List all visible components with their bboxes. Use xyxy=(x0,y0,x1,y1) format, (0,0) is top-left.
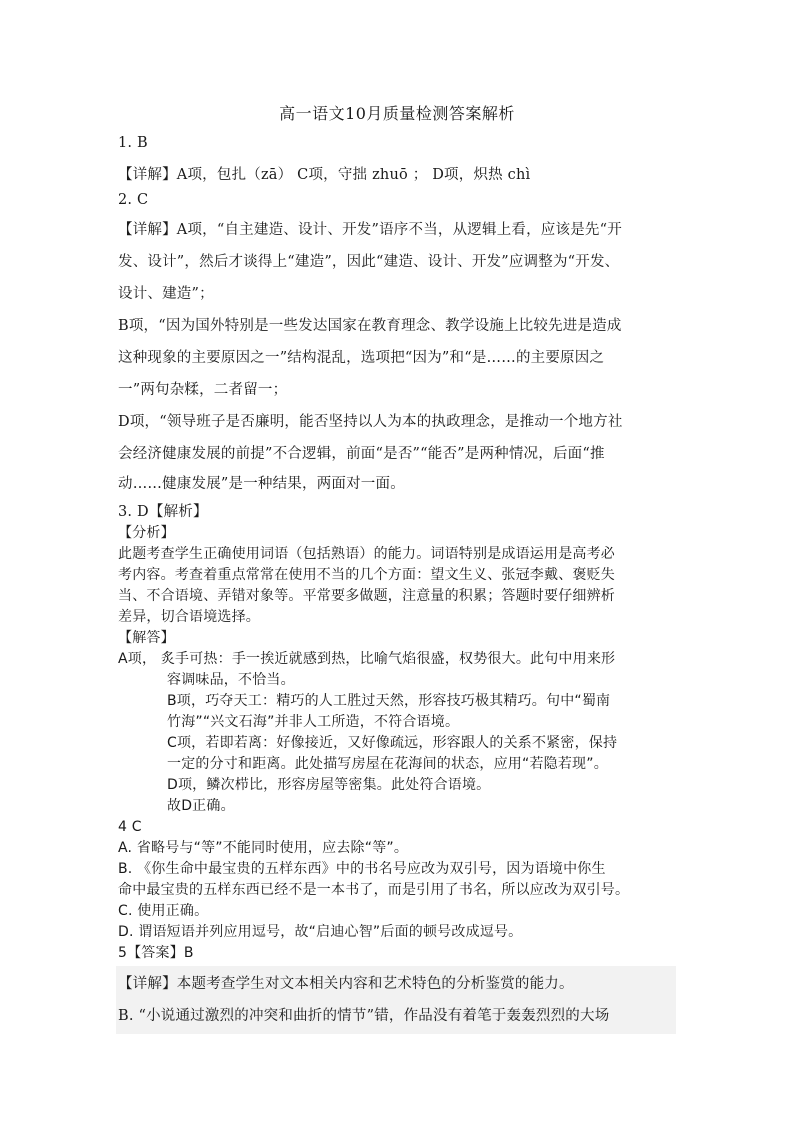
analysis-line: 此题考查学生正确使用词语（包括熟语）的能力。词语特别是成语运用是高考必 xyxy=(118,546,615,562)
detail-2-line: 【详解】A项，“自主建造、设计、开发”语序不当，从逻辑上看，应该是先“开 xyxy=(118,222,622,238)
detail-4-line: C. 使用正确。 xyxy=(118,903,209,919)
solution-heading: 【解答】 xyxy=(118,630,175,646)
detail-4-line: A. 省略号与“等”不能同时使用，应去除“等”。 xyxy=(118,840,409,856)
detail-2-line: 发、设计”，然后才谈得上“建造”，因此“建造、设计、开发”应调整为“开发、 xyxy=(118,254,620,270)
answer-1: 1. B xyxy=(118,135,148,151)
detail-2-line: 这种现象的主要原因之一”结构混乱，选项把“因为”和“是……的主要原因之 xyxy=(118,350,605,366)
analysis-line: 差异，切合语境选择。 xyxy=(118,609,260,625)
page-title: 高一语文10月质量检测答案解析 xyxy=(279,104,515,123)
solution-line: 一定的分寸和距离。此处描写房屋在花海间的状态，应用“若隐若现”。 xyxy=(167,756,608,772)
detail-2-line: B项，“因为国外特别是一些发达国家在教育理念、教学设施上比较先进是造成 xyxy=(118,318,622,334)
detail-2-line: 动……健康发展”是一种结果，两面对一面。 xyxy=(118,476,405,492)
solution-line: B项，巧夺天工：精巧的人工胜过天然，形容技巧极其精巧。句中“蜀南 xyxy=(167,693,611,709)
solution-line: C项，若即若离：好像接近，又好像疏远，形容跟人的关系不紧密，保持 xyxy=(167,735,618,751)
answer-5: 5【答案】B xyxy=(118,945,194,961)
analysis-line: 当、不合语境、弄错对象等。平常要多做题，注意量的积累；答题时要仔细辨析 xyxy=(118,588,615,604)
analysis-heading: 【分析】 xyxy=(118,525,175,541)
detail-4-line: D. 谓语短语并列应用逗号，故“启迪心智”后面的顿号改成逗号。 xyxy=(118,924,523,940)
detail-2-line: 会经济健康发展的前提”不合逻辑，前面“是否”“能否”是两种情况，后面“推 xyxy=(118,446,605,462)
detail-5-line: B. “小说通过激烈的冲突和曲折的情节”错，作品没有着笔于轰轰烈烈的大场 xyxy=(118,1008,610,1024)
detail-1: 【详解】A项，包扎（zā） C项，守拙 zhuō ； D项，炽热 chì xyxy=(118,167,531,183)
detail-4-line: 命中最宝贵的五样东西已经不是一本书了，而是引用了书名，所以应改为双引号。 xyxy=(118,882,630,898)
detail-2-line: 一”两句杂糅，二者留一； xyxy=(118,382,288,398)
solution-line: 竹海”“兴文石海”并非人工所造，不符合语境。 xyxy=(167,714,460,730)
solution-line: 容调味品，不恰当。 xyxy=(167,672,295,688)
detail-2-line: D项，“领导班子是否廉明，能否坚持以人为本的执政理念，是推动一个地方社 xyxy=(118,414,623,430)
answer-2: 2. C xyxy=(118,192,149,208)
analysis-line: 考内容。考查着重点常常在使用不当的几个方面：望文生义、张冠李戴、褒贬失 xyxy=(118,567,615,583)
detail-5-line: 【详解】本题考查学生对文本相关内容和艺术特色的分析鉴赏的能力。 xyxy=(118,976,574,992)
solution-line: D项，鳞次栉比，形容房屋等密集。此处符合语境。 xyxy=(167,777,491,793)
detail-4-line: B. 《你生命中最宝贵的五样东西》中的书名号应改为双引号，因为语境中你生 xyxy=(118,861,606,877)
solution-line: A项， 炙手可热：手一挨近就感到热，比喻气焰很盛，权势很大。此句中用来形 xyxy=(118,651,616,667)
solution-line: 故D正确。 xyxy=(167,798,235,814)
detail-2-line: 设计、建造”； xyxy=(118,286,214,302)
answer-4: 4 C xyxy=(118,819,142,835)
answer-3: 3. D【解析】 xyxy=(118,504,208,520)
